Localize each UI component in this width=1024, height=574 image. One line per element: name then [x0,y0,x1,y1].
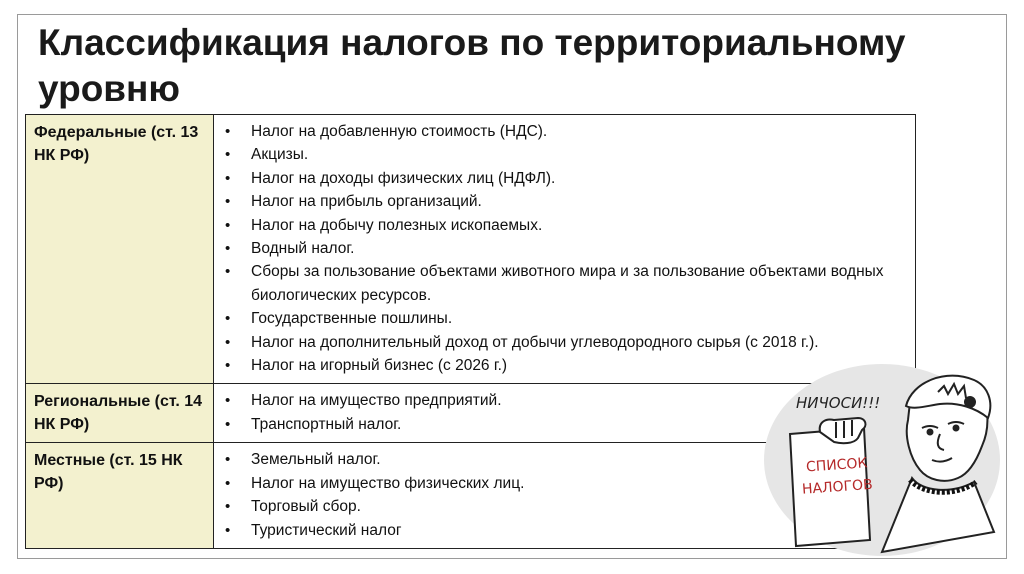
level-cell-federal: Федеральные (ст. 13 НК РФ) [26,115,214,384]
list-item: • Транспортный налог. [214,413,915,436]
tax-list-federal [214,115,915,383]
list-item: • Государственные пошлины. [214,307,915,330]
list-item: • Налог на имущество предприятий. [214,389,915,412]
list-item: • Налог на добычу полезных ископаемых. [214,214,915,237]
level-cell-local: Местные (ст. 15 НК РФ) [26,443,214,549]
slide-title: Классификация налогов по территориальному уровню [38,22,906,109]
paper-sheet [790,428,873,546]
taxes-cell-federal [214,115,916,384]
list-item: • Туристический налог [214,519,915,542]
list-item: • Водный налог. [214,237,915,260]
list-item: • Налог на игорный бизнес (с 2026 г.) [214,354,915,377]
paper-text-line1: СПИСОК [805,455,868,476]
list-item: • Земельный налог. [214,448,915,471]
list-item: • Торговый сбор. [214,495,915,518]
cartoon-svg [762,362,1002,557]
cartoon-illustration [762,362,1002,557]
list-item: • Налог на доходы физических лиц (НДФЛ). [214,167,915,190]
table-row-federal [26,115,916,384]
list-item: • Сборы за пользование объектами животного мира и за пользование объектами водных биологических ресурсов. [214,260,915,307]
speech-text: НИЧОСИ!!! [796,394,881,412]
list-item: • Налог на имущество физических лиц. [214,472,915,495]
list-item: • Налог на добавленную стоимость (НДС). [214,120,915,143]
paper-text-line2: НАЛОГОВ [801,476,874,498]
list-item: • Налог на прибыль организаций. [214,190,915,213]
list-item: • Акцизы. [214,143,915,166]
list-item: • Налог на дополнительный доход от добычи углеводородного сырья (с 2018 г.). [214,331,915,354]
level-cell-regional: Региональные (ст. 14 НК РФ) [26,384,214,443]
